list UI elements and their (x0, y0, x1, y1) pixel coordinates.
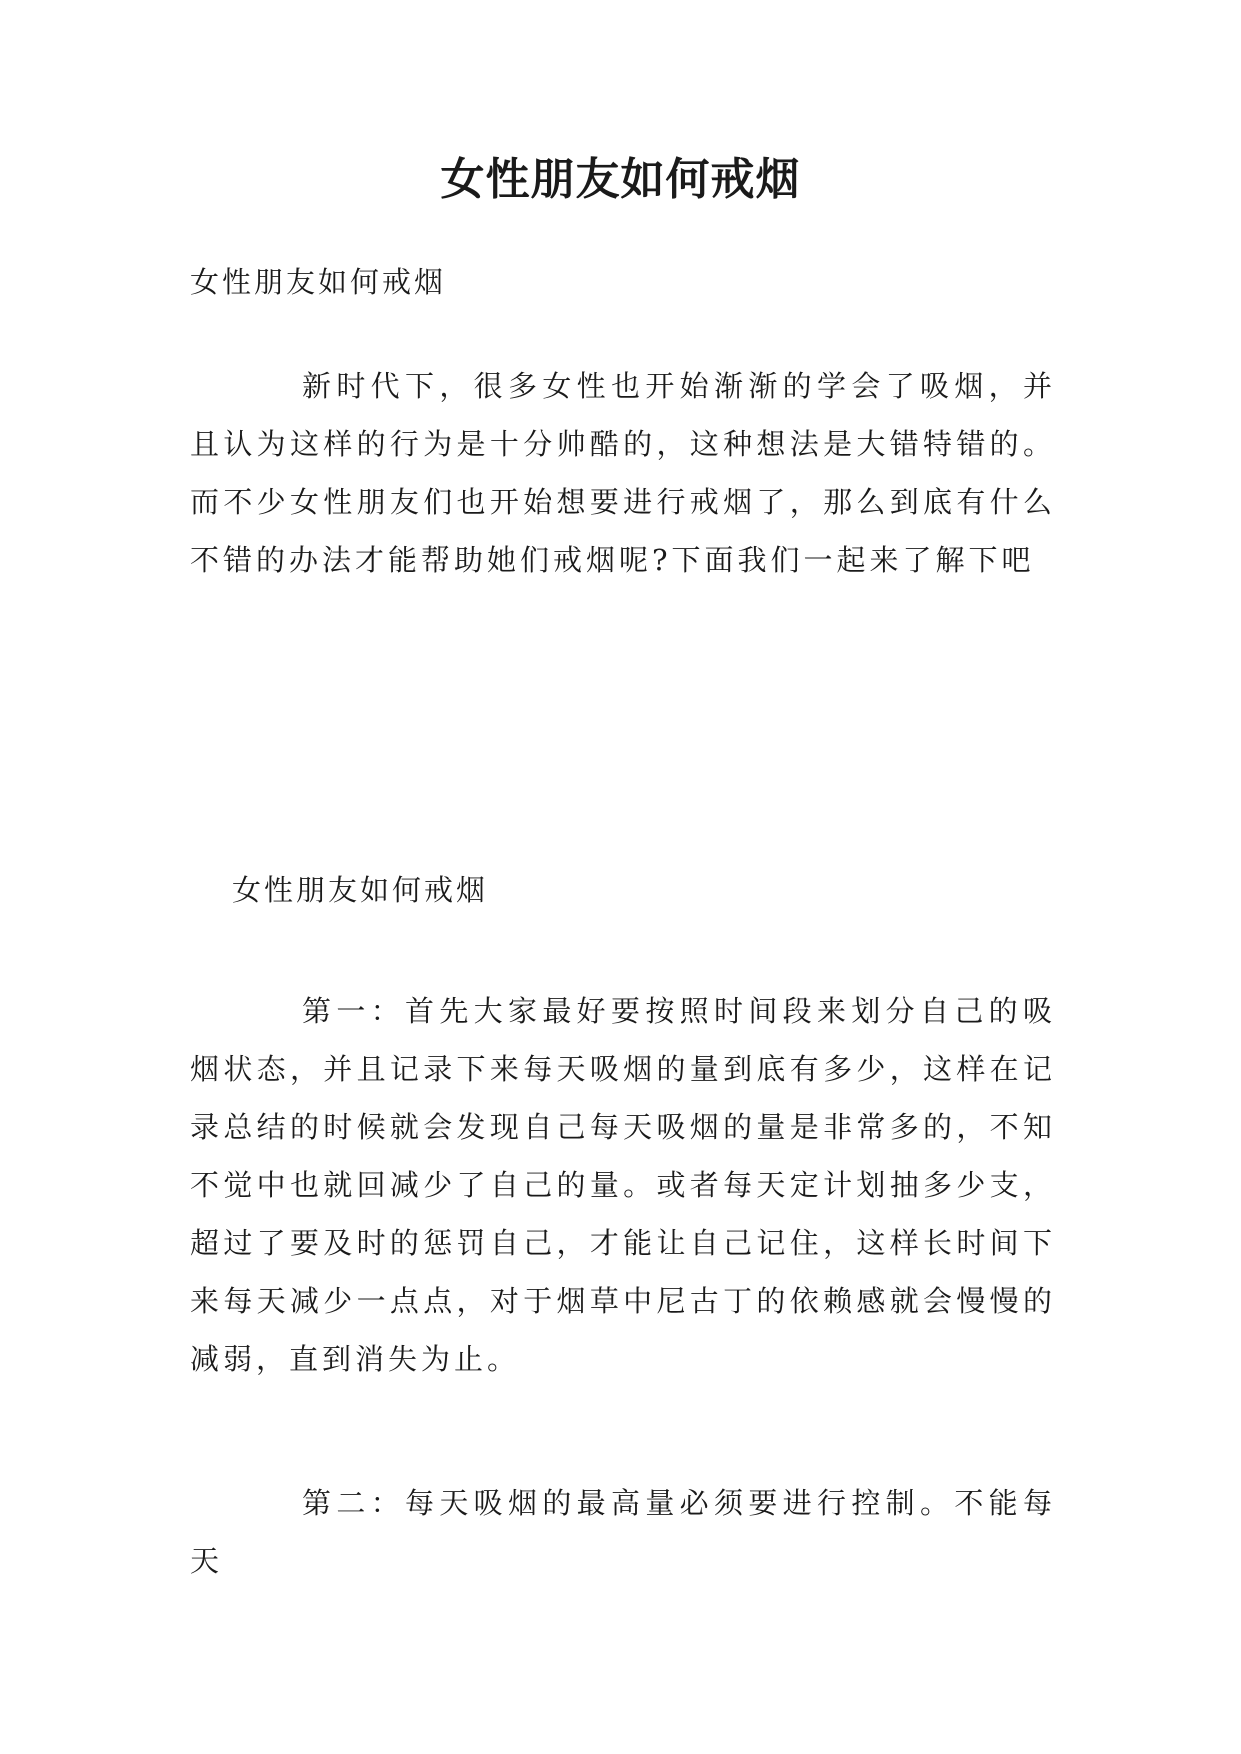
point-one-paragraph: 第一：首先大家最好要按照时间段来划分自己的吸烟状态，并且记录下来每天吸烟的量到底有多少，这样在记录总结的时候就会发现自己每天吸烟的量是非常多的，不知不觉中也就回减少了自己的量。或者每天定计划抽多少支，超过了要及时的惩罚自己，才能让自己记住，这样长时间下来每天减少一点点，对于烟草中尼古丁的依赖感就会慢慢的减弱，直到消失为止。 (190, 994, 1056, 1376)
document-title: 女性朋友如何戒烟 (440, 154, 801, 205)
point-two-paragraph: 第二：每天吸烟的最高量必须要进行控制。不能每天 (190, 1486, 1056, 1578)
section-heading: 女性朋友如何戒烟 (190, 265, 447, 299)
intro-paragraph: 新时代下，很多女性也开始渐渐的学会了吸烟，并且认为这样的行为是十分帅酷的，这种想法是大错特错的。而不少女性朋友们也开始想要进行戒烟了，那么到底有什么不错的办法才能帮助她们戒烟呢?下面我们一起来了解下吧 (190, 369, 1056, 577)
section-heading-secondary: 女性朋友如何戒烟 (232, 873, 489, 907)
